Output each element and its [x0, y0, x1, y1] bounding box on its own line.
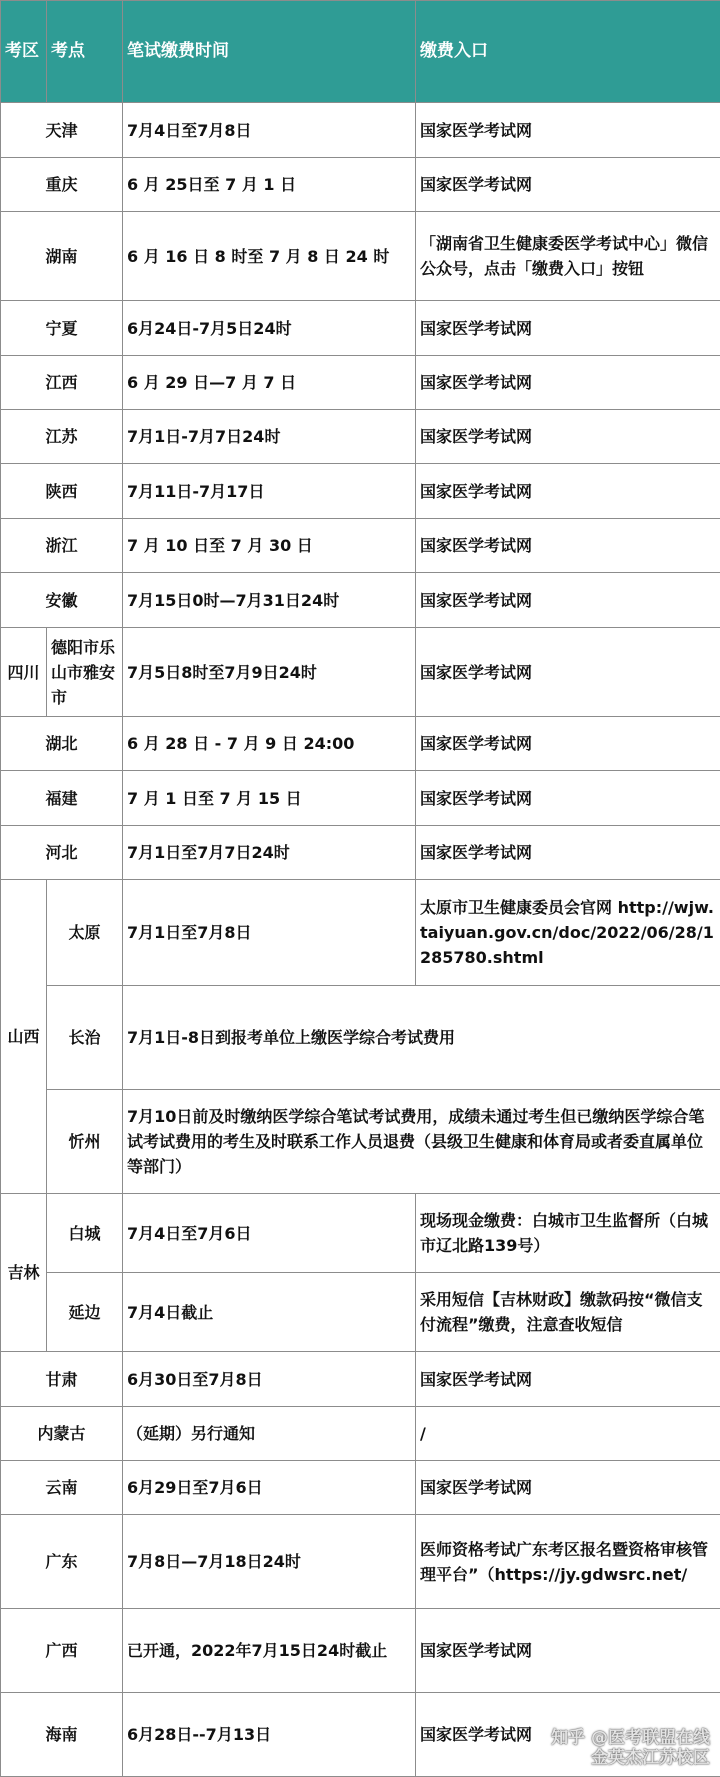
entry-cell: 国家医学考试网 — [416, 103, 720, 158]
region-cell: 山西 — [1, 880, 47, 1194]
entry-cell: 国家医学考试网 — [416, 301, 720, 356]
region-cell: 云南 — [1, 1461, 123, 1515]
watermark-line-1: 知乎 @医考联盟在线 — [551, 1728, 710, 1748]
region-cell: 江西 — [1, 356, 123, 410]
entry-cell: 国家医学考试网 — [416, 717, 720, 771]
region-cell: 重庆 — [1, 158, 123, 212]
time-cell: 6月28日--7月13日 — [123, 1693, 416, 1777]
region-cell: 宁夏 — [1, 301, 123, 356]
table-row — [1, 826, 720, 880]
note-cell: 7月1日-8日到报考单位上缴医学综合考试费用 — [123, 986, 720, 1090]
time-cell: 6月24日-7月5日24时 — [123, 301, 416, 356]
table-row — [1, 1693, 720, 1777]
entry-cell: 国家医学考试网 — [416, 1352, 720, 1407]
table-row — [1, 356, 720, 410]
time-cell: 6月29日至7月6日 — [123, 1461, 416, 1515]
table-row — [1, 1461, 720, 1515]
table-row — [1, 628, 720, 717]
entry-cell: 采用短信【吉林财政】缴款码按“微信支付流程”缴费，注意查收短信 — [416, 1273, 720, 1352]
entry-cell: 国家医学考试网 — [416, 573, 720, 628]
entry-cell: 国家医学考试网 — [416, 1693, 720, 1777]
time-cell: 7月5日8时至7月9日24时 — [123, 628, 416, 717]
entry-cell: 「湖南省卫生健康委医学考试中心」微信公众号，点击「缴费入口」按钮 — [416, 212, 720, 301]
site-cell: 忻州 — [47, 1090, 123, 1194]
time-cell: 7月11日-7月17日 — [123, 464, 416, 519]
table-row — [1, 880, 720, 986]
time-cell: 7月1日至7月8日 — [123, 880, 416, 986]
table-row — [1, 212, 720, 301]
region-cell: 湖南 — [1, 212, 123, 301]
table-row — [1, 410, 720, 464]
time-cell: 6 月 29 日—7 月 7 日 — [123, 356, 416, 410]
entry-cell: 太原市卫生健康委员会官网 http://wjw.taiyuan.gov.cn/doc/2022/06/28/1285780.shtml — [416, 880, 720, 986]
time-cell: 7月4日截止 — [123, 1273, 416, 1352]
entry-cell: 国家医学考试网 — [416, 628, 720, 717]
time-cell: 7月8日—7月18日24时 — [123, 1515, 416, 1609]
region-cell: 海南 — [1, 1693, 123, 1777]
note-cell: 7月10日前及时缴纳医学综合笔试考试费用，成绩未通过考生但已缴纳医学综合笔试考试费用的考生及时联系工作人员退费（县级卫生健康和体育局或者委直属单位等部门） — [123, 1090, 720, 1194]
table-row — [1, 158, 720, 212]
time-cell: 7月4日至7月8日 — [123, 103, 416, 158]
table-row — [1, 1407, 720, 1461]
watermark-line-2: 金英杰江苏校区 — [551, 1748, 710, 1768]
region-cell: 广西 — [1, 1609, 123, 1693]
entry-cell: 国家医学考试网 — [416, 519, 720, 573]
region-cell: 内蒙古 — [1, 1407, 123, 1461]
table-row — [1, 717, 720, 771]
region-cell: 福建 — [1, 771, 123, 826]
site-cell: 白城 — [47, 1194, 123, 1273]
table-row — [1, 301, 720, 356]
table-row — [1, 464, 720, 519]
entry-cell: / — [416, 1407, 720, 1461]
region-cell: 甘肃 — [1, 1352, 123, 1407]
time-cell: 7月1日-7月7日24时 — [123, 410, 416, 464]
table-row — [1, 1090, 720, 1194]
entry-cell: 国家医学考试网 — [416, 158, 720, 212]
region-cell: 天津 — [1, 103, 123, 158]
header-region: 考区 — [1, 1, 47, 103]
site-cell: 长治 — [47, 986, 123, 1090]
time-cell: （延期）另行通知 — [123, 1407, 416, 1461]
time-cell: 7月1日至7月7日24时 — [123, 826, 416, 880]
table-row — [1, 519, 720, 573]
region-cell: 四川 — [1, 628, 47, 717]
entry-cell: 医师资格考试广东考区报名暨资格审核管理平台”（https://jy.gdwsrc.net/ — [416, 1515, 720, 1609]
entry-cell: 国家医学考试网 — [416, 410, 720, 464]
site-cell: 德阳市乐山市雅安市 — [47, 628, 123, 717]
table-row — [1, 1609, 720, 1693]
table-row — [1, 771, 720, 826]
entry-cell: 国家医学考试网 — [416, 771, 720, 826]
table-row — [1, 1273, 720, 1352]
header-entry: 缴费入口 — [416, 1, 720, 103]
entry-cell: 国家医学考试网 — [416, 1461, 720, 1515]
time-cell: 7 月 1 日至 7 月 15 日 — [123, 771, 416, 826]
region-cell: 安徽 — [1, 573, 123, 628]
time-cell: 已开通，2022年7月15日24时截止 — [123, 1609, 416, 1693]
table-row — [1, 986, 720, 1090]
region-cell: 江苏 — [1, 410, 123, 464]
time-cell: 6 月 16 日 8 时至 7 月 8 日 24 时 — [123, 212, 416, 301]
header-time: 笔试缴费时间 — [123, 1, 416, 103]
time-cell: 7月15日0时—7月31日24时 — [123, 573, 416, 628]
time-cell: 6 月 28 日 - 7 月 9 日 24:00 — [123, 717, 416, 771]
table-row — [1, 573, 720, 628]
entry-cell: 国家医学考试网 — [416, 826, 720, 880]
time-cell: 6 月 25日至 7 月 1 日 — [123, 158, 416, 212]
table-row — [1, 103, 720, 158]
entry-cell: 国家医学考试网 — [416, 464, 720, 519]
entry-cell: 现场现金缴费：白城市卫生监督所（白城市辽北路139号） — [416, 1194, 720, 1273]
entry-cell: 国家医学考试网 — [416, 1609, 720, 1693]
site-cell: 延边 — [47, 1273, 123, 1352]
site-cell: 太原 — [47, 880, 123, 986]
header-site: 考点 — [47, 1, 123, 103]
region-cell: 浙江 — [1, 519, 123, 573]
time-cell: 7 月 10 日至 7 月 30 日 — [123, 519, 416, 573]
region-cell: 陕西 — [1, 464, 123, 519]
table-header-row — [1, 1, 720, 103]
region-cell: 广东 — [1, 1515, 123, 1609]
table-row — [1, 1352, 720, 1407]
region-cell: 河北 — [1, 826, 123, 880]
region-cell: 吉林 — [1, 1194, 47, 1352]
region-cell: 湖北 — [1, 717, 123, 771]
time-cell: 7月4日至7月6日 — [123, 1194, 416, 1273]
time-cell: 6月30日至7月8日 — [123, 1352, 416, 1407]
entry-cell: 国家医学考试网 — [416, 356, 720, 410]
table-row — [1, 1194, 720, 1273]
table-row — [1, 1515, 720, 1609]
